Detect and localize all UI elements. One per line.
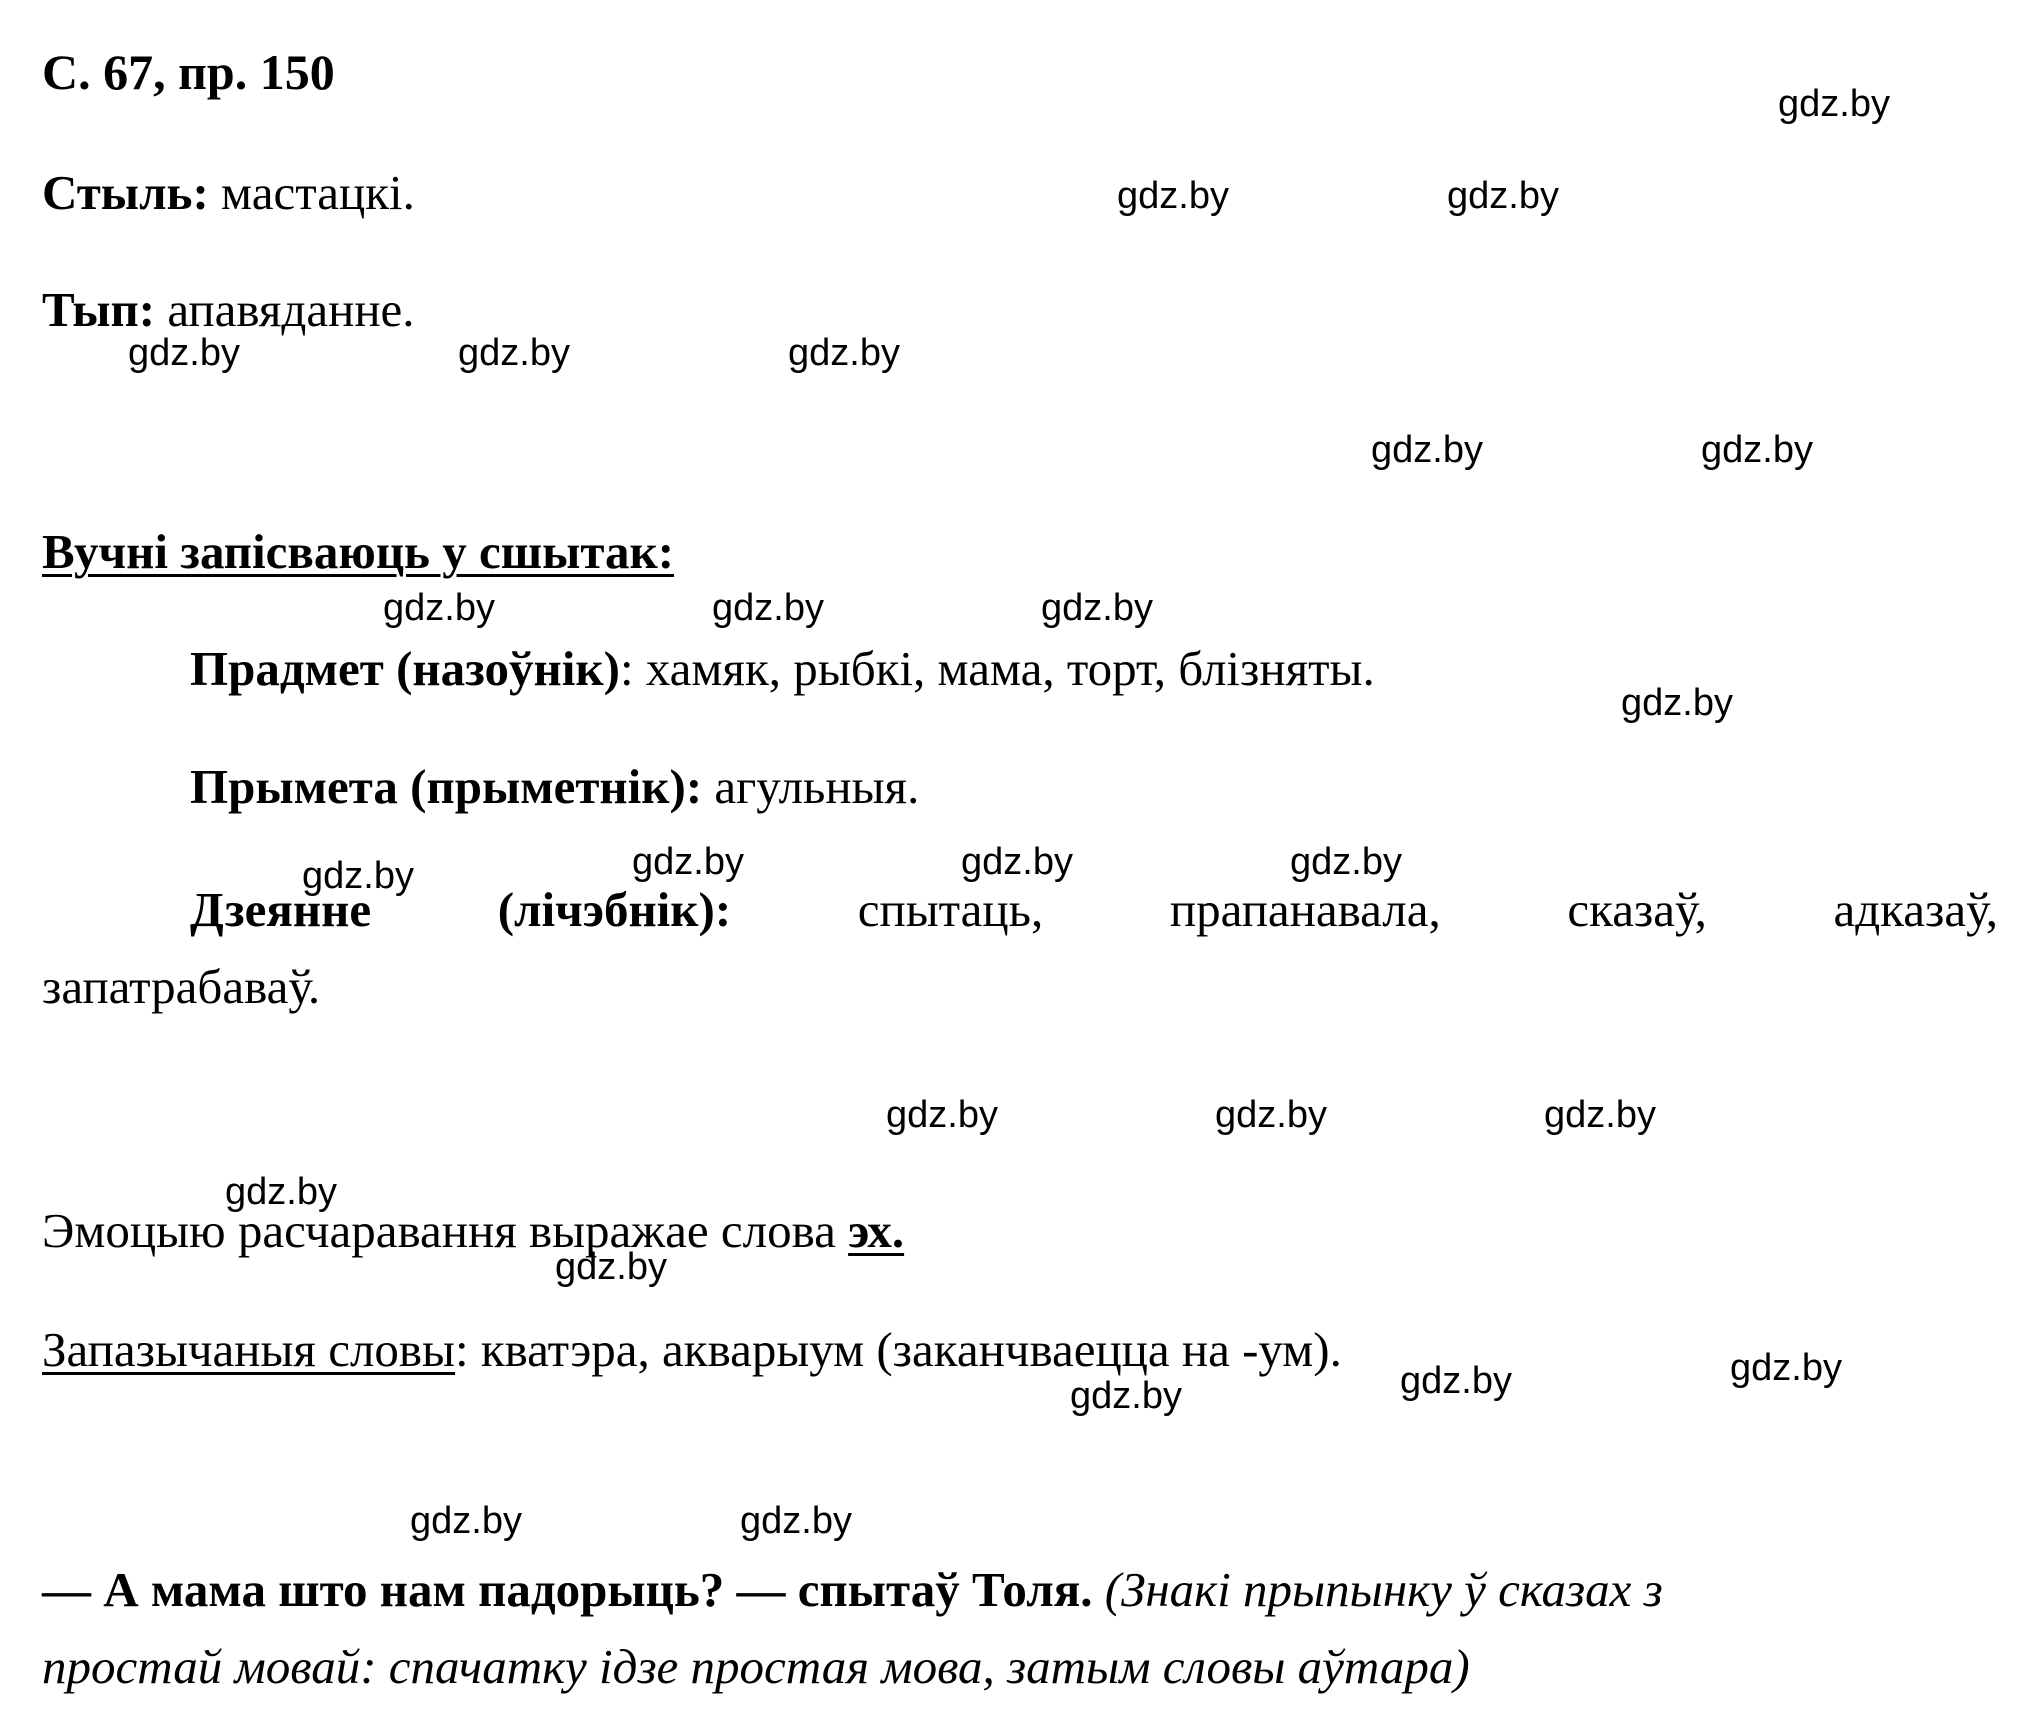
- watermark: gdz.by: [302, 855, 414, 897]
- watermark: gdz.by: [886, 1094, 998, 1136]
- style-value: мастацкі.: [208, 165, 415, 220]
- verb-label-part1: Дзеянне: [190, 882, 372, 937]
- verb-word: прапанавала,: [1169, 882, 1441, 937]
- loanwords-line: [42, 1322, 1342, 1377]
- watermark: gdz.by: [961, 841, 1073, 883]
- watermark: gdz.by: [788, 332, 900, 374]
- watermark: gdz.by: [740, 1500, 852, 1542]
- watermark: gdz.by: [1701, 429, 1813, 471]
- loanwords-value: : кватэра, акварыум (заканчваецца на -ум).: [454, 1322, 1342, 1377]
- watermark: gdz.by: [1400, 1360, 1512, 1402]
- verb-line: [190, 882, 1998, 937]
- watermark: gdz.by: [632, 841, 744, 883]
- verb-line-continuation: запатрабаваў.: [42, 959, 321, 1014]
- dialogue-note: (Знакі прыпынку ў сказах з: [1092, 1562, 1663, 1617]
- loanwords-label: Запазычаныя словы: [42, 1322, 455, 1377]
- watermark: gdz.by: [1544, 1094, 1656, 1136]
- watermark: gdz.by: [1070, 1375, 1182, 1417]
- page-title: С. 67, пр. 150: [42, 44, 335, 100]
- watermark: gdz.by: [458, 332, 570, 374]
- watermark: gdz.by: [1117, 175, 1229, 217]
- style-label: Стыль:: [42, 165, 209, 220]
- verb-word: спытаць,: [857, 882, 1044, 937]
- watermark: gdz.by: [1290, 841, 1402, 883]
- dialogue-line: [42, 1562, 1663, 1617]
- watermark: gdz.by: [1730, 1347, 1842, 1389]
- watermark: gdz.by: [555, 1246, 667, 1288]
- watermark: gdz.by: [1447, 175, 1559, 217]
- notebook-heading: Вучні запісваюць у сшытак:: [42, 524, 675, 579]
- adjective-label: Прымета (прыметнік):: [190, 759, 703, 814]
- watermark: gdz.by: [410, 1500, 522, 1542]
- watermark: gdz.by: [128, 332, 240, 374]
- verb-label-part2: (лічэбнік):: [497, 882, 732, 937]
- watermark: gdz.by: [1371, 429, 1483, 471]
- type-value: апавяданне.: [155, 282, 415, 337]
- watermark: gdz.by: [712, 587, 824, 629]
- dialogue-speech: — А мама што нам падорыць? — спытаў Толя.: [42, 1562, 1093, 1617]
- verb-word: адказаў,: [1833, 882, 1998, 937]
- watermark: gdz.by: [1621, 682, 1733, 724]
- type-label: Тып:: [42, 282, 156, 337]
- emotion-text: Эмоцыю расчаравання выражае слова: [42, 1203, 849, 1258]
- watermark: gdz.by: [383, 587, 495, 629]
- style-line: [42, 165, 415, 220]
- noun-value: : хамяк, рыбкі, мама, торт, блізняты.: [619, 641, 1375, 696]
- noun-line: [190, 641, 1375, 696]
- adjective-value: агульныя.: [702, 759, 920, 814]
- watermark: gdz.by: [1041, 587, 1153, 629]
- noun-label: Прадмет (назоўнік): [190, 641, 620, 696]
- adjective-line: [190, 759, 920, 814]
- type-line: [42, 282, 415, 337]
- emotion-line: [42, 1203, 905, 1258]
- verb-word: сказаў,: [1567, 882, 1707, 937]
- watermark: gdz.by: [225, 1171, 337, 1213]
- watermark: gdz.by: [1778, 83, 1890, 125]
- emotion-word: эх.: [848, 1203, 905, 1258]
- dialogue-note-continuation: простай мовай: спачатку ідзе простая мова, затым словы аўтара): [42, 1639, 1470, 1694]
- watermark: gdz.by: [1215, 1094, 1327, 1136]
